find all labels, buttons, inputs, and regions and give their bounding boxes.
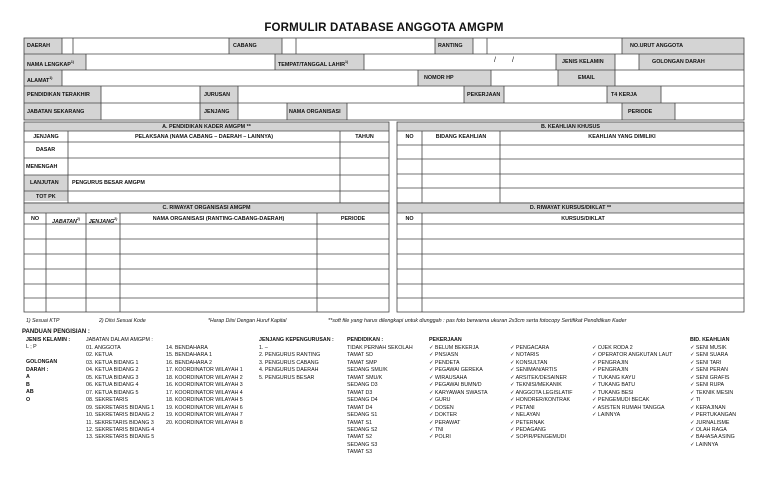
guide-jabatan-item: 01. ANGGOTA [86, 345, 121, 351]
guide-pekerjaan-item: ✓ ASISTEN RUMAH TANGGA [592, 404, 665, 411]
guide-keahlian-item: ✓ LAINNYA [690, 441, 719, 448]
guide-pekerjaan-item: ✓ ARSITEK/DESAINER [510, 374, 567, 381]
guide-pendidikan-item: TAMAT SD [347, 352, 373, 359]
col-b-no: NO [405, 134, 414, 140]
guide-pekerjaan-item: ✓ SOPIR/PENGEMUDI [510, 434, 566, 441]
guide-jk-values: L ; P [26, 344, 37, 351]
section-c-title: C. RIWAYAT ORGANISASI AMGPM [162, 205, 251, 211]
guide-pekerjaan-item: ✓ NOTARIS [510, 352, 540, 359]
sup-1: 1) [70, 60, 74, 64]
label-periode: PERIODE [628, 109, 653, 115]
guide-pekerjaan-item: ✓ HONORER/KONTRAK [510, 397, 571, 404]
guide-jabatan-item: 09. SEKRETARIS BIDANG 1 [86, 404, 155, 411]
guide-keahlian-item: ✓ SENI PERAN [690, 367, 728, 374]
label-nomor-hp: NOMOR HP [424, 75, 454, 81]
guide-pekerjaan-item: ✓ WIRAUSAHA [429, 374, 467, 381]
guide-pekerjaan-item: ✓ PENGRAJIN [592, 367, 629, 374]
guide-keahlian-item: ✓ KERAJINAN [690, 404, 726, 411]
guide-pekerjaan-item: ✓ POLRI [429, 434, 451, 441]
guide-jenjang-list [259, 345, 320, 382]
guide-pekerjaan-item: ✓ PENDETA [429, 359, 460, 366]
guide-pendidikan-item: TAMAT S2 [347, 434, 373, 441]
col-c-periode: PERIODE [340, 216, 366, 222]
guide-jabatan-item: 15. BENDAHARA 1 [166, 352, 212, 359]
guide-jabatan-item: 04. KETUA BIDANG 2 [86, 367, 139, 374]
label-jabatan: JABATAN SEKARANG [27, 109, 85, 115]
guide-pekerjaan-item: ✓ BELUM BEKERJA [429, 345, 479, 351]
guide-pekerjaan-item: ✓ LAINNYA [592, 412, 621, 419]
guide-jk-title: JENIS KELAMIN : [26, 337, 71, 343]
guide-pekerjaan-item: ✓ OPERATOR ANGKUTAN LAUT [592, 352, 673, 359]
guide-pekerjaan-item: ✓ TUKANG BATU [592, 382, 636, 389]
guide-jabatan-item: 19. KOORDINATOR WILAYAH 6 [166, 404, 243, 411]
col-c-no: NO [30, 216, 40, 222]
col-c-jenjang-text: JENJANG [88, 218, 115, 225]
guide-jabatan-item: 18. KOORDINATOR WILAYAH 5 [166, 397, 243, 404]
label-email: EMAIL [578, 75, 595, 81]
guide-jabatan-item: 10. SEKRETARIS BIDANG 2 [86, 412, 155, 419]
col-c-jabatan-text: JABATAN [51, 218, 77, 225]
guide-keahlian-item: ✓ SENI GRAFIS [690, 374, 730, 381]
guide-pendidikan-title: PENDIDIKAN : [347, 337, 384, 343]
guide-pendidikan-item: TIDAK PERNAH SEKOLAH [347, 345, 413, 351]
guide-pekerjaan-item: ✓ PEGAWAI BUMN/D [429, 382, 482, 389]
guide-pekerjaan-item: ✓ KARYAWAN SWASTA [429, 389, 488, 396]
label-no-urut: NO.URUT ANGGOTA [630, 43, 684, 49]
label-jenis-kelamin: JENIS KELAMIN [562, 59, 604, 65]
section-a-title: A. PENDIDIKAN KADER AMGPM ** [162, 124, 251, 130]
guide-jabatan-col2 [166, 345, 243, 427]
label-cabang: CABANG [233, 43, 257, 49]
guide-jabatan-item: 17. KOORDINATOR WILAYAH 1 [166, 367, 243, 374]
date-separator-2: / [512, 57, 514, 64]
col-d-kursus: KURSUS/DIKLAT [561, 216, 605, 222]
guide-pekerjaan-item: ✓ GURU [429, 397, 451, 404]
guide-jabatan-item: 19. KOORDINATOR WILAYAH 7 [166, 412, 243, 419]
guide-gd-a: A [26, 374, 30, 381]
guide-jenjang-item: 5. PENGURUS BESAR [259, 374, 315, 381]
guide-pekerjaan-item: ✓ TUKANG BESI [592, 389, 634, 396]
guide-keahlian-item: ✓ JURNALISME [690, 419, 730, 426]
footnote-diisi-kode: 2) Diisi Sesuai Kode [99, 318, 146, 324]
guide-pekerjaan-item: ✓ OJEK RODA 2 [592, 345, 633, 351]
guide-jenjang-item: 4. PENGURUS DAERAH [259, 367, 319, 374]
guide-jenjang-item: 3. PENGURUS CABANG [259, 359, 319, 366]
guide-pekerjaan-item: ✓ PEDAGANG [510, 426, 546, 433]
guide-pekerjaan-item: ✓ TUKANG KAYU [592, 374, 636, 381]
guide-jabatan-item: 16. BENDAHARA 2 [166, 359, 212, 366]
guide-keahlian-item: ✓ SENI TARI [690, 359, 722, 366]
guide-keahlian-item: ✓ SENI MUSIK [690, 345, 727, 351]
sup-2b: 2) [114, 217, 118, 221]
guide-pekerjaan-item: ✓ KONSULTAN [510, 359, 548, 366]
guide-jenjang-item: 2. PENGURUS RANTING [259, 352, 321, 359]
guide-pekerjaan-item: ✓ DOKTER [429, 412, 457, 419]
col-c-nama: NAMA ORGANISASI (RANTING-CABANG-DAERAH) [152, 216, 285, 222]
guide-pekerjaan-item: ✓ DOSEN [429, 404, 454, 411]
row-menengah: MENENGAH [26, 164, 58, 170]
section-d-title: D. RIWAYAT KURSUS/DIKLAT ** [529, 205, 612, 211]
guide-jabatan-col1 [86, 345, 154, 442]
guide-pekerjaan-item: ✓ PENGEMUDI BECAK [592, 397, 650, 404]
col-d-no: NO [405, 216, 414, 222]
section-b-title: B. KEAHLIAN KHUSUS [541, 124, 600, 130]
label-alamat-text: ALAMAT [27, 77, 50, 84]
row-lanjutan: LANJUTAN [30, 180, 59, 186]
guide-gd-b: B [26, 381, 30, 388]
guide-jabatan-item: 16. KOORDINATOR WILAYAH 3 [166, 382, 243, 389]
guide-pekerjaan-item: ✓ PENGRAJIN [592, 359, 629, 366]
footnote-soft-file: **soft file yang harus dilengkapi untuk diunggah : pas foto berwarna ukuran 2x3cm serta fotocopy Sertifikat Pendidikan Kader [328, 318, 627, 324]
guide-jabatan-item: 17. KOORDINATOR WILAYAH 4 [166, 389, 243, 396]
label-ranting: RANTING [438, 43, 463, 49]
guide-pendidikan-item: TAMAT S1 [347, 419, 373, 426]
guide-jenjang-title: JENJANG KEPENGURUSAN : [259, 337, 334, 343]
col-b-bidang: BIDANG KEAHLIAN [435, 134, 487, 140]
label-daerah: DAERAH [27, 43, 51, 49]
sup-2: 2) [76, 217, 81, 221]
label-jenjang: JENJANG [204, 109, 230, 115]
guide-pekerjaan-item: ✓ PETERNAK [510, 419, 545, 426]
guide-pekerjaan-item: ✓ ANGGOTA LEGISLATIF [510, 389, 573, 396]
col-pelaksana: PELAKSANA (NAMA CABANG – DAERAH – LAINNYA) [134, 134, 274, 140]
date-separator-1: / [494, 57, 496, 64]
guide-jabatan-item: 05. KETUA BIDANG 3 [86, 374, 139, 381]
guide-jabatan-item: 14. BENDAHARA [166, 345, 208, 351]
label-jurusan: JURUSAN [204, 92, 231, 98]
guide-gd-title2: DARAH : [26, 366, 49, 373]
guide-keahlian-item: ✓ SENI RUPA [690, 382, 725, 389]
guide-jabatan-title: JABATAN DALAM AMGPM : [86, 337, 153, 343]
guide-jabatan-item: 18. KOORDINATOR WILAYAH 2 [166, 374, 243, 381]
guide-pekerjaan-col3 [592, 345, 672, 420]
guide-pekerjaan-item: ✓ PERAWAT [429, 419, 461, 426]
row-dasar: DASAR [36, 147, 56, 153]
guide-keahlian-item: ✓ OLAH RAGA [690, 426, 727, 433]
guide-jabatan-item: 12. SEKRETARIS BIDANG 4 [86, 426, 155, 433]
label-pendidikan: PENDIDIKAN TERAKHIR [27, 92, 90, 98]
guide-jabatan-item: 03. KETUA BIDANG 1 [86, 359, 139, 366]
label-tempat-tanggal-text: TEMPAT/TANGGAL LAHIR [278, 61, 345, 68]
guide-pekerjaan-item: ✓ SENIMAN/ARTIS [510, 367, 558, 374]
guide-pendidikan-item: SEDANG S3 [347, 441, 378, 448]
guide-pendidikan-list [347, 345, 413, 457]
guide-jabatan-item: 13. SEKRETARIS BIDANG 5 [86, 434, 155, 441]
row-tot-pk: TOT PK [36, 194, 56, 200]
guide-jabatan-item: 06. KETUA BIDANG 4 [86, 382, 139, 389]
guide-jabatan-item: 11. SEKRETARIS BIDANG 3 [86, 419, 154, 426]
guide-pendidikan-item: TAMAT D4 [347, 404, 373, 411]
guide-pendidikan-item: TAMAT D3 [347, 389, 373, 396]
guide-pekerjaan-title: PEKERJAAN [429, 337, 462, 343]
sup-1c: 1) [49, 76, 53, 80]
guide-keahlian-item: ✓ TI [690, 397, 701, 404]
guide-keahlian-title: BID. KEAHLIAN [690, 337, 730, 343]
guide-heading: PANDUAN PENGISIAN : [22, 329, 90, 335]
guide-jabatan-item: 07. KETUA BIDANG 5 [86, 389, 139, 396]
lanjutan-value: PENGURUS BESAR AMGPM [72, 180, 145, 186]
col-c-jenjang [86, 215, 120, 226]
guide-gd-o: O [26, 396, 31, 403]
col-jenjang: JENJANG [33, 134, 59, 140]
guide-pendidikan-item: TAMAT SMP [347, 359, 378, 366]
sup-1b: 1) [344, 60, 349, 64]
guide-keahlian-item: ✓ SENI SUARA [690, 352, 728, 359]
guide-pekerjaan-item: ✓ PENGACARA [510, 345, 550, 351]
guide-pendidikan-item: SEDANG S1 [347, 412, 378, 419]
guide-jabatan-item: 02. KETUA [86, 352, 113, 359]
guide-pendidikan-item: TAMAT S3 [347, 449, 373, 456]
label-pekerjaan: PEKERJAAN [467, 92, 501, 98]
col-b-keahlian: KEAHLIAN YANG DIMILIKI [588, 134, 656, 140]
guide-pekerjaan-item: ✓ PEGAWAI GEREKA [429, 367, 483, 374]
guide-pekerjaan-item: ✓ PETANI [510, 404, 535, 411]
guide-pekerjaan-col1 [429, 345, 488, 442]
guide-pekerjaan-col2 [510, 345, 573, 442]
guide-keahlian-item: ✓ TEKNIK MESIN [690, 389, 734, 396]
label-t4-kerja: T4 KERJA [611, 92, 638, 98]
guide-pendidikan-item: SEDANG SMU/K [347, 367, 388, 374]
guide-gd-title1: GOLONGAN [26, 359, 58, 366]
footnote-huruf-kapital: *Harap Diisi Dengan Huruf Kapital [208, 318, 287, 324]
guide-pendidikan-item: TAMAT SMU/K [347, 374, 383, 381]
label-golongan-darah: GOLONGAN DARAH [652, 59, 705, 65]
footnote-sesuai-ktp: 1) Sesuai KTP [26, 318, 60, 324]
form-title: FORMULIR DATABASE ANGGOTA AMGPM [264, 22, 504, 34]
guide-pendidikan-item: SEDANG D4 [347, 397, 378, 404]
guide-keahlian-list [690, 345, 736, 449]
label-nama-lengkap-text: NAMA LENGKAP [27, 61, 71, 68]
guide-pekerjaan-item: ✓ NELAYAN [510, 412, 540, 419]
guide-gd-ab: AB [26, 389, 34, 396]
guide-keahlian-item: ✓ BAHASA ASING [690, 434, 735, 441]
guide-jabatan-item: 20. KOORDINATOR WILAYAH 8 [166, 419, 243, 426]
guide-keahlian-item: ✓ PERTUKANGAN [690, 412, 737, 419]
guide-pekerjaan-item: ✓ TNI [429, 426, 444, 433]
guide-pendidikan-item: SEDANG D3 [347, 382, 378, 389]
col-tahun: TAHUN [355, 134, 374, 140]
label-nama-organisasi: NAMA ORGANISASI [289, 109, 341, 115]
guide-jabatan-item: 08. SEKRETARIS [86, 397, 128, 404]
col-c-jabatan [46, 215, 86, 226]
guide-jenis-kelamin [26, 337, 70, 404]
guide-jenjang-item: 1. – [259, 345, 268, 351]
guide-pekerjaan-item: ✓ TEKNISI/MEKANIK [510, 382, 562, 389]
guide-pekerjaan-item: ✓ PNS/ASN [429, 352, 459, 359]
guide-pendidikan-item: SEDANG S2 [347, 426, 378, 433]
